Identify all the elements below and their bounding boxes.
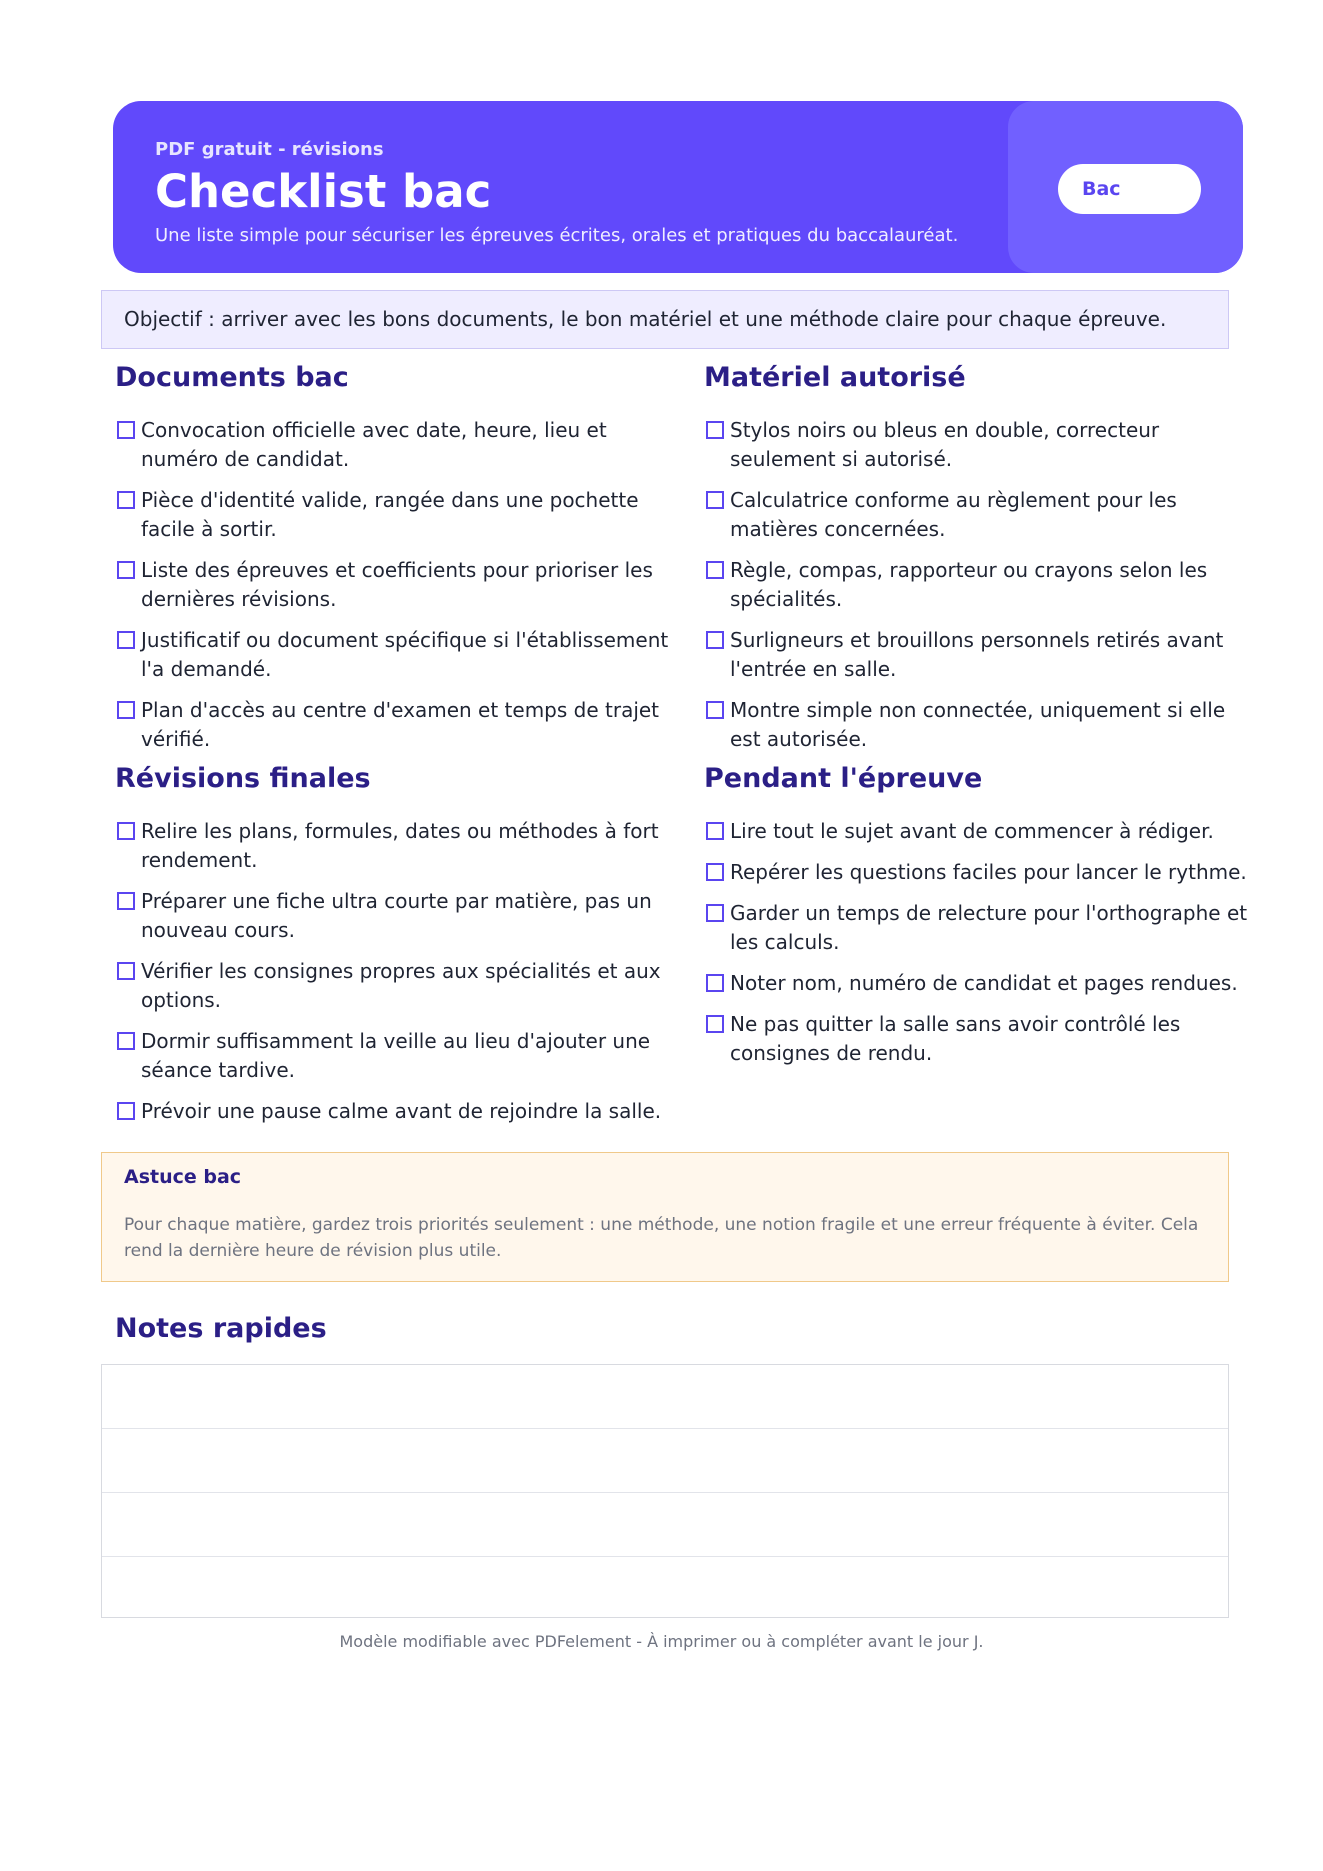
tip-title: Astuce bac bbox=[124, 1166, 242, 1188]
section-title-revisions: Révisions finales bbox=[115, 763, 371, 794]
checklist-documents bbox=[115, 416, 670, 766]
checkbox[interactable] bbox=[706, 491, 724, 509]
checklist-item-label: Dormir suffisamment la veille au lieu d'ajouter une séance tardive. bbox=[141, 1029, 651, 1082]
checklist-item bbox=[115, 416, 670, 474]
checkbox[interactable] bbox=[117, 701, 135, 719]
checklist-item bbox=[115, 817, 670, 875]
objective-banner: Objectif : arriver avec les bons documents, le bon matériel et une méthode claire pour chaque épreuve. bbox=[101, 290, 1229, 349]
checklist-item bbox=[115, 1027, 670, 1085]
checkbox[interactable] bbox=[706, 701, 724, 719]
checklist-item-label: Convocation officielle avec date, heure, lieu et numéro de candidat. bbox=[141, 418, 607, 471]
checklist-item-label: Lire tout le sujet avant de commencer à rédiger. bbox=[730, 819, 1214, 843]
checklist-item-label: Garder un temps de relecture pour l'orthographe et les calculs. bbox=[730, 901, 1248, 954]
checklist-item bbox=[115, 556, 670, 614]
checkbox[interactable] bbox=[117, 561, 135, 579]
checklist-item bbox=[704, 626, 1239, 684]
section-title-epreuve: Pendant l'épreuve bbox=[704, 763, 983, 794]
header-banner bbox=[113, 101, 1243, 273]
checklist-item bbox=[704, 817, 1249, 846]
checkbox[interactable] bbox=[117, 1102, 135, 1120]
checklist-item-label: Montre simple non connectée, uniquement si elle est autorisée. bbox=[730, 698, 1226, 751]
checkbox[interactable] bbox=[117, 822, 135, 840]
checklist-item-label: Préparer une fiche ultra courte par matière, pas un nouveau cours. bbox=[141, 889, 652, 942]
checklist-item bbox=[704, 696, 1239, 754]
note-line[interactable] bbox=[102, 1365, 1228, 1429]
section-title-materiel: Matériel autorisé bbox=[704, 362, 966, 393]
checklist-item-label: Plan d'accès au centre d'examen et temps de trajet vérifié. bbox=[141, 698, 660, 751]
checkbox[interactable] bbox=[706, 561, 724, 579]
checklist-item-label: Stylos noirs ou bleus en double, correcteur seulement si autorisé. bbox=[730, 418, 1160, 471]
footer-text: Modèle modifiable avec PDFelement - À imprimer ou à compléter avant le jour J. bbox=[339, 1632, 984, 1651]
tip-box bbox=[101, 1152, 1229, 1282]
header-kicker: PDF gratuit - révisions bbox=[155, 139, 384, 160]
checkbox[interactable] bbox=[706, 863, 724, 881]
checkbox[interactable] bbox=[117, 421, 135, 439]
section-title-notes: Notes rapides bbox=[115, 1313, 327, 1344]
checkbox[interactable] bbox=[117, 962, 135, 980]
checklist-item-label: Règle, compas, rapporteur ou crayons selon les spécialités. bbox=[730, 558, 1208, 611]
checklist-item-label: Vérifier les consignes propres aux spécialités et aux options. bbox=[141, 959, 661, 1012]
checkbox[interactable] bbox=[706, 1015, 724, 1033]
tip-text: Pour chaque matière, gardez trois priorités seulement : une méthode, une notion fragile et une erreur fréquente à éviter. Cela rend la dernière heure de révision plus utile. bbox=[124, 1215, 1199, 1261]
header-side-panel bbox=[1008, 101, 1243, 273]
checklist-item bbox=[704, 969, 1249, 998]
checklist-item bbox=[704, 1010, 1249, 1068]
checklist-revisions bbox=[115, 817, 670, 1138]
checklist-item-label: Justificatif ou document spécifique si l'établissement l'a demandé. bbox=[141, 628, 669, 681]
checkbox[interactable] bbox=[117, 491, 135, 509]
checklist-item-label: Relire les plans, formules, dates ou méthodes à fort rendement. bbox=[141, 819, 659, 872]
checklist-item-label: Prévoir une pause calme avant de rejoindre la salle. bbox=[141, 1099, 662, 1123]
checklist-item-label: Calculatrice conforme au règlement pour les matières concernées. bbox=[730, 488, 1177, 541]
checkbox[interactable] bbox=[706, 904, 724, 922]
checklist-materiel bbox=[704, 416, 1239, 766]
checklist-item bbox=[115, 957, 670, 1015]
checklist-item bbox=[115, 486, 670, 544]
category-badge: Bac bbox=[1058, 164, 1201, 214]
checklist-item bbox=[704, 899, 1249, 957]
checklist-item-label: Repérer les questions faciles pour lancer le rythme. bbox=[730, 860, 1247, 884]
note-line[interactable] bbox=[102, 1429, 1228, 1493]
checklist-epreuve bbox=[704, 817, 1249, 1080]
note-line[interactable] bbox=[102, 1493, 1228, 1557]
checklist-item bbox=[704, 486, 1239, 544]
checkbox[interactable] bbox=[117, 892, 135, 910]
checkbox[interactable] bbox=[117, 631, 135, 649]
checklist-item bbox=[115, 626, 670, 684]
checkbox[interactable] bbox=[706, 974, 724, 992]
checkbox[interactable] bbox=[117, 1032, 135, 1050]
checklist-item bbox=[704, 556, 1239, 614]
checklist-item bbox=[704, 416, 1239, 474]
checklist-item-label: Noter nom, numéro de candidat et pages rendues. bbox=[730, 971, 1238, 995]
checklist-item bbox=[115, 1097, 670, 1126]
checklist-item bbox=[115, 696, 670, 754]
page-title: Checklist bac bbox=[155, 165, 492, 218]
checklist-item bbox=[704, 858, 1249, 887]
checklist-item-label: Ne pas quitter la salle sans avoir contrôlé les consignes de rendu. bbox=[730, 1012, 1181, 1065]
note-line[interactable] bbox=[102, 1557, 1228, 1620]
header-subtitle: Une liste simple pour sécuriser les épreuves écrites, orales et pratiques du baccalauréat. bbox=[155, 225, 959, 246]
section-title-documents: Documents bac bbox=[115, 362, 349, 393]
notes-area[interactable] bbox=[101, 1364, 1229, 1618]
checklist-item-label: Liste des épreuves et coefficients pour prioriser les dernières révisions. bbox=[141, 558, 653, 611]
checklist-item-label: Pièce d'identité valide, rangée dans une pochette facile à sortir. bbox=[141, 488, 639, 541]
checklist-item bbox=[115, 887, 670, 945]
checkbox[interactable] bbox=[706, 822, 724, 840]
checkbox[interactable] bbox=[706, 421, 724, 439]
checklist-item-label: Surligneurs et brouillons personnels retirés avant l'entrée en salle. bbox=[730, 628, 1224, 681]
checkbox[interactable] bbox=[706, 631, 724, 649]
